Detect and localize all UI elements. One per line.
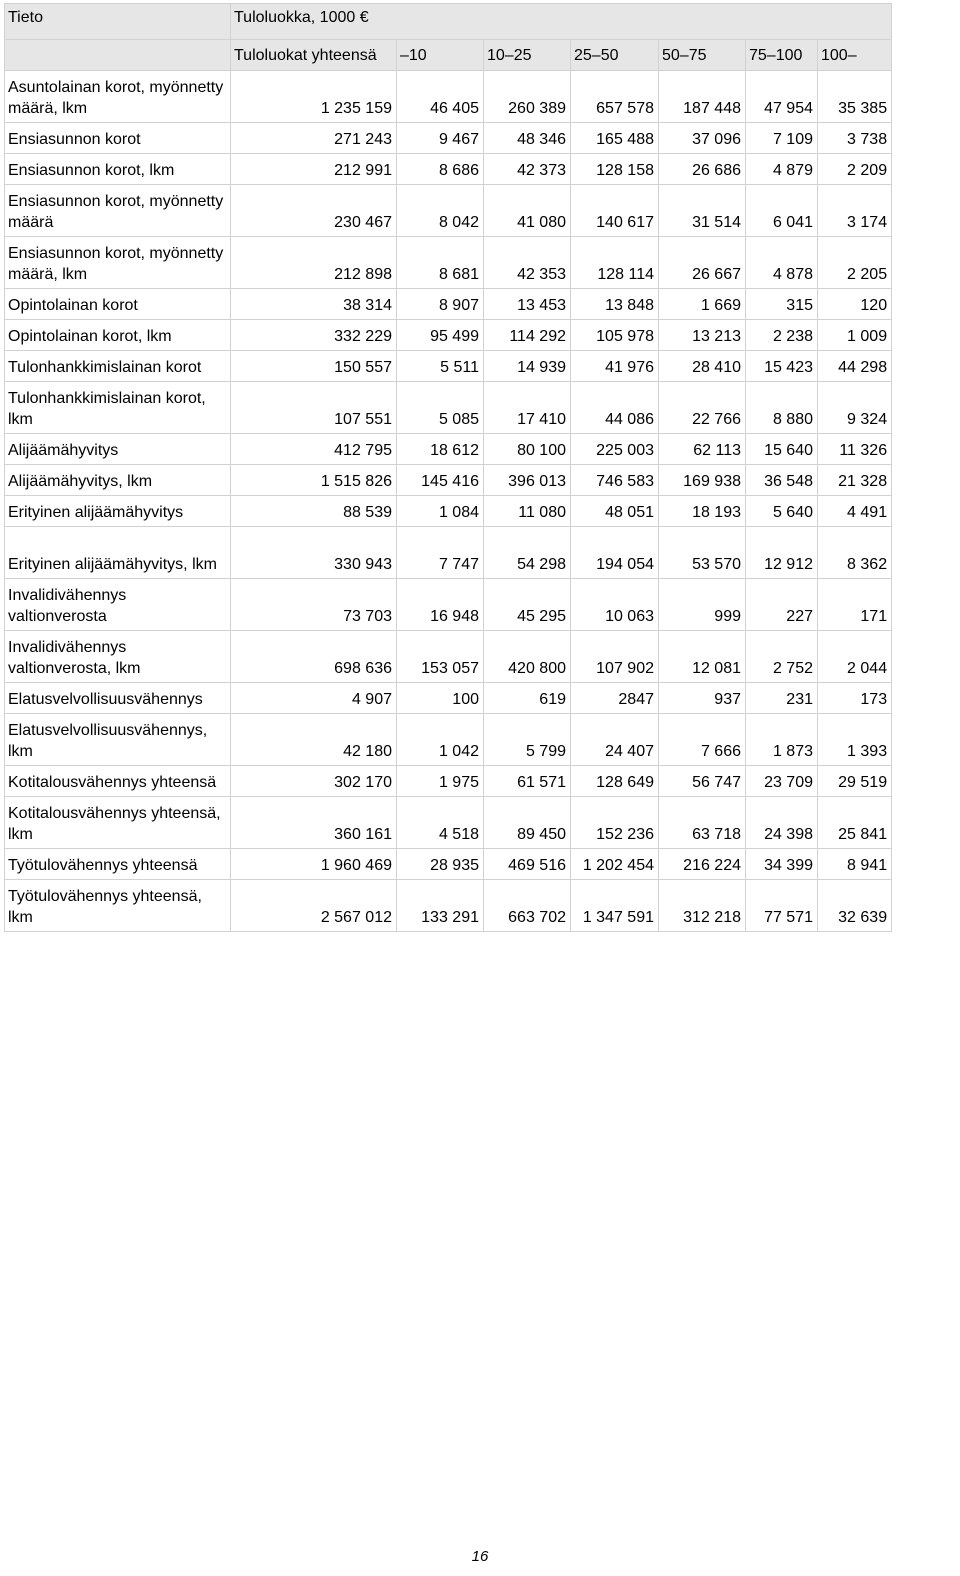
table-cell: 2847 — [571, 683, 659, 714]
column-header: 50–75 — [659, 40, 746, 71]
table-cell: 80 100 — [484, 434, 571, 465]
table-cell: 173 — [818, 683, 892, 714]
table-cell: 25 841 — [818, 797, 892, 849]
table-row — [5, 154, 892, 185]
table-cell: 1 084 — [397, 496, 484, 527]
table-cell: 128 114 — [571, 237, 659, 289]
table-cell: 698 636 — [231, 631, 397, 683]
table-cell: 315 — [746, 289, 818, 320]
table-row — [5, 496, 892, 527]
header-row-group — [5, 4, 892, 40]
table-cell: 24 398 — [746, 797, 818, 849]
statistics-table — [4, 3, 892, 932]
table-row — [5, 237, 892, 289]
table-cell: 28 410 — [659, 351, 746, 382]
table-cell: 1 975 — [397, 766, 484, 797]
table-cell: 152 236 — [571, 797, 659, 849]
table-row — [5, 320, 892, 351]
row-label: Ensiasunnon korot — [5, 123, 231, 154]
table-cell: 2 752 — [746, 631, 818, 683]
table-cell: 38 314 — [231, 289, 397, 320]
group-title: Tuloluokka, 1000 € — [231, 4, 892, 40]
table-cell: 15 640 — [746, 434, 818, 465]
table-cell: 5 085 — [397, 382, 484, 434]
table-cell: 187 448 — [659, 71, 746, 123]
table-cell: 31 514 — [659, 185, 746, 237]
table-cell: 105 978 — [571, 320, 659, 351]
table-cell: 396 013 — [484, 465, 571, 496]
row-label: Ensiasunnon korot, lkm — [5, 154, 231, 185]
row-label: Kotitalousvähennys yhteensä — [5, 766, 231, 797]
table-cell: 12 912 — [746, 527, 818, 579]
table-cell: 999 — [659, 579, 746, 631]
table-cell: 1 873 — [746, 714, 818, 766]
table-cell: 26 667 — [659, 237, 746, 289]
table-cell: 2 044 — [818, 631, 892, 683]
table-cell: 17 410 — [484, 382, 571, 434]
table-cell: 1 515 826 — [231, 465, 397, 496]
table-cell: 34 399 — [746, 849, 818, 880]
table-cell: 133 291 — [397, 880, 484, 932]
table-cell: 11 080 — [484, 496, 571, 527]
table-cell: 15 423 — [746, 351, 818, 382]
table-cell: 18 612 — [397, 434, 484, 465]
table-cell: 37 096 — [659, 123, 746, 154]
row-label: Tulonhankkimislainan korot — [5, 351, 231, 382]
table-cell: 746 583 — [571, 465, 659, 496]
table-row — [5, 434, 892, 465]
table-row — [5, 797, 892, 849]
row-label: Tulonhankkimislainan korot, lkm — [5, 382, 231, 434]
table-cell: 7 747 — [397, 527, 484, 579]
table-cell: 194 054 — [571, 527, 659, 579]
row-label: Invalidivähennys valtionverosta — [5, 579, 231, 631]
table-cell: 42 180 — [231, 714, 397, 766]
table-cell: 36 548 — [746, 465, 818, 496]
table-row — [5, 527, 892, 579]
table-cell: 21 328 — [818, 465, 892, 496]
table-cell: 1 393 — [818, 714, 892, 766]
row-label: Invalidivähennys valtionverosta, lkm — [5, 631, 231, 683]
table-row — [5, 382, 892, 434]
table-cell: 216 224 — [659, 849, 746, 880]
table-cell: 8 042 — [397, 185, 484, 237]
table-cell: 114 292 — [484, 320, 571, 351]
table-row — [5, 880, 892, 932]
table-cell: 9 324 — [818, 382, 892, 434]
table-cell: 412 795 — [231, 434, 397, 465]
table-cell: 4 518 — [397, 797, 484, 849]
table-cell: 360 161 — [231, 797, 397, 849]
table-cell: 62 113 — [659, 434, 746, 465]
column-header: 25–50 — [571, 40, 659, 71]
header-empty-cell — [5, 40, 231, 71]
table-row — [5, 849, 892, 880]
table-row — [5, 123, 892, 154]
table-cell: 41 976 — [571, 351, 659, 382]
row-label: Elatusvelvollisuusvähennys, lkm — [5, 714, 231, 766]
table-cell: 32 639 — [818, 880, 892, 932]
table-cell: 23 709 — [746, 766, 818, 797]
table-cell: 165 488 — [571, 123, 659, 154]
column-header: Tuloluokat yhteensä — [231, 40, 397, 71]
row-label: Työtulovähennys yhteensä, lkm — [5, 880, 231, 932]
row-label: Erityinen alijäämähyvitys — [5, 496, 231, 527]
row-label: Kotitalousvähennys yhteensä, lkm — [5, 797, 231, 849]
table-cell: 107 551 — [231, 382, 397, 434]
table-cell: 11 326 — [818, 434, 892, 465]
table-cell: 107 902 — [571, 631, 659, 683]
table-cell: 128 158 — [571, 154, 659, 185]
table-cell: 28 935 — [397, 849, 484, 880]
table-cell: 225 003 — [571, 434, 659, 465]
table-cell: 88 539 — [231, 496, 397, 527]
table-cell: 302 170 — [231, 766, 397, 797]
table-row — [5, 351, 892, 382]
table-cell: 48 346 — [484, 123, 571, 154]
table-cell: 937 — [659, 683, 746, 714]
table-cell: 42 373 — [484, 154, 571, 185]
row-label: Alijäämähyvitys — [5, 434, 231, 465]
table-cell: 29 519 — [818, 766, 892, 797]
table-cell: 45 295 — [484, 579, 571, 631]
row-label: Opintolainan korot, lkm — [5, 320, 231, 351]
table-cell: 54 298 — [484, 527, 571, 579]
table-cell: 2 567 012 — [231, 880, 397, 932]
table-cell: 8 880 — [746, 382, 818, 434]
table-cell: 77 571 — [746, 880, 818, 932]
table-cell: 9 467 — [397, 123, 484, 154]
table-cell: 4 878 — [746, 237, 818, 289]
table-cell: 1 960 469 — [231, 849, 397, 880]
table-row — [5, 766, 892, 797]
table-cell: 14 939 — [484, 351, 571, 382]
row-header-title: Tieto — [5, 4, 231, 40]
row-label: Ensiasunnon korot, myönnetty määrä, lkm — [5, 237, 231, 289]
table-row — [5, 714, 892, 766]
table-row — [5, 71, 892, 123]
table-cell: 5 511 — [397, 351, 484, 382]
column-header: 10–25 — [484, 40, 571, 71]
table-cell: 227 — [746, 579, 818, 631]
table-cell: 330 943 — [231, 527, 397, 579]
table-cell: 8 941 — [818, 849, 892, 880]
table-cell: 1 042 — [397, 714, 484, 766]
table-cell: 13 453 — [484, 289, 571, 320]
table-cell: 230 467 — [231, 185, 397, 237]
table-cell: 140 617 — [571, 185, 659, 237]
table-cell: 153 057 — [397, 631, 484, 683]
table-cell: 89 450 — [484, 797, 571, 849]
table-cell: 332 229 — [231, 320, 397, 351]
table-cell: 8 907 — [397, 289, 484, 320]
table-cell: 2 209 — [818, 154, 892, 185]
table-cell: 22 766 — [659, 382, 746, 434]
table-cell: 1 009 — [818, 320, 892, 351]
table-cell: 420 800 — [484, 631, 571, 683]
table-cell: 2 238 — [746, 320, 818, 351]
table-cell: 12 081 — [659, 631, 746, 683]
table-cell: 13 848 — [571, 289, 659, 320]
table-cell: 4 907 — [231, 683, 397, 714]
table-cell: 5 799 — [484, 714, 571, 766]
table-cell: 128 649 — [571, 766, 659, 797]
table-cell: 271 243 — [231, 123, 397, 154]
table-cell: 16 948 — [397, 579, 484, 631]
table-cell: 1 347 591 — [571, 880, 659, 932]
table-cell: 26 686 — [659, 154, 746, 185]
row-label: Työtulovähennys yhteensä — [5, 849, 231, 880]
table-cell: 47 954 — [746, 71, 818, 123]
table-cell: 42 353 — [484, 237, 571, 289]
row-label: Elatusvelvollisuusvähennys — [5, 683, 231, 714]
table-cell: 53 570 — [659, 527, 746, 579]
table-cell: 8 362 — [818, 527, 892, 579]
row-label: Asuntolainan korot, myönnetty määrä, lkm — [5, 71, 231, 123]
table-cell: 5 640 — [746, 496, 818, 527]
table-cell: 2 205 — [818, 237, 892, 289]
column-header: 75–100 — [746, 40, 818, 71]
table-cell: 171 — [818, 579, 892, 631]
table-cell: 1 235 159 — [231, 71, 397, 123]
table-cell: 95 499 — [397, 320, 484, 351]
table-row — [5, 579, 892, 631]
table-row — [5, 185, 892, 237]
table-cell: 63 718 — [659, 797, 746, 849]
table-cell: 8 681 — [397, 237, 484, 289]
table-row — [5, 631, 892, 683]
column-header: 100– — [818, 40, 892, 71]
table-cell: 41 080 — [484, 185, 571, 237]
column-header: –10 — [397, 40, 484, 71]
table-cell: 44 086 — [571, 382, 659, 434]
table-cell: 10 063 — [571, 579, 659, 631]
table-cell: 3 174 — [818, 185, 892, 237]
table-cell: 35 385 — [818, 71, 892, 123]
row-label: Opintolainan korot — [5, 289, 231, 320]
row-label: Alijäämähyvitys, lkm — [5, 465, 231, 496]
table-cell: 44 298 — [818, 351, 892, 382]
table-cell: 312 218 — [659, 880, 746, 932]
table-cell: 469 516 — [484, 849, 571, 880]
table-cell: 46 405 — [397, 71, 484, 123]
table-cell: 212 991 — [231, 154, 397, 185]
table-row — [5, 683, 892, 714]
table-cell: 231 — [746, 683, 818, 714]
table-cell: 169 938 — [659, 465, 746, 496]
table-cell: 3 738 — [818, 123, 892, 154]
table-row — [5, 289, 892, 320]
row-label: Erityinen alijäämähyvitys, lkm — [5, 527, 231, 579]
table-cell: 663 702 — [484, 880, 571, 932]
table-cell: 61 571 — [484, 766, 571, 797]
table-cell: 56 747 — [659, 766, 746, 797]
table-cell: 6 041 — [746, 185, 818, 237]
table-cell: 4 491 — [818, 496, 892, 527]
table-cell: 657 578 — [571, 71, 659, 123]
table-cell: 260 389 — [484, 71, 571, 123]
page-number: 16 — [471, 1548, 489, 1565]
table-cell: 4 879 — [746, 154, 818, 185]
table-cell: 18 193 — [659, 496, 746, 527]
table-cell: 7 666 — [659, 714, 746, 766]
table-cell: 7 109 — [746, 123, 818, 154]
table-cell: 1 669 — [659, 289, 746, 320]
table-cell: 24 407 — [571, 714, 659, 766]
row-label: Ensiasunnon korot, myönnetty määrä — [5, 185, 231, 237]
table-cell: 619 — [484, 683, 571, 714]
table-cell: 120 — [818, 289, 892, 320]
table-cell: 73 703 — [231, 579, 397, 631]
table-cell: 212 898 — [231, 237, 397, 289]
table-cell: 8 686 — [397, 154, 484, 185]
header-row-columns — [5, 40, 892, 71]
table-row — [5, 465, 892, 496]
table-cell: 1 202 454 — [571, 849, 659, 880]
table-cell: 145 416 — [397, 465, 484, 496]
table-cell: 13 213 — [659, 320, 746, 351]
table-cell: 150 557 — [231, 351, 397, 382]
table-cell: 100 — [397, 683, 484, 714]
table-cell: 48 051 — [571, 496, 659, 527]
